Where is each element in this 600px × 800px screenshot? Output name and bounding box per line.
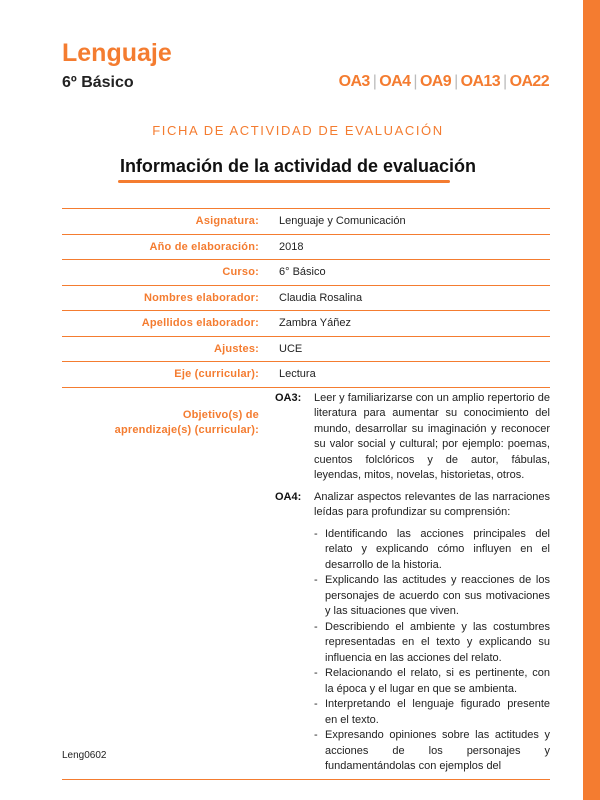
oa-separator: |	[503, 73, 507, 90]
objective-bullet-list	[314, 527, 550, 775]
oa-separator: |	[413, 73, 417, 90]
table-row	[62, 311, 550, 337]
row-label: Ajustes:	[62, 336, 259, 362]
row-label: Eje (curricular):	[62, 362, 259, 388]
row-value: Claudia Rosalina	[259, 285, 550, 311]
side-accent-bar	[583, 0, 600, 800]
title-underline	[118, 180, 450, 183]
row-value: Zambra Yáñez	[259, 311, 550, 337]
list-item: - Relacionando el relato, si es pertinente, con la época y el lugar en que se ambienta.	[314, 667, 550, 695]
subject-title: Lenguaje	[62, 39, 172, 67]
row-value: Lenguaje y Comunicación	[259, 209, 550, 235]
list-item: - Describiendo el ambiente y las costumbres representadas en el texto y explicando su influencia en las acciones del relato.	[314, 620, 550, 664]
row-value: Lectura	[259, 362, 550, 388]
oa-code: OA3	[338, 73, 370, 90]
table-row	[62, 260, 550, 286]
list-item: - Explicando las actitudes y reacciones de los personajes de acuerdo con sus motivaciones y las situaciones que viven.	[314, 574, 550, 617]
table-row	[62, 362, 550, 388]
document-title: Información de la actividad de evaluación	[119, 156, 477, 176]
row-label: Curso:	[62, 260, 259, 286]
document-code: Leng0602	[62, 750, 107, 761]
oa-separator: |	[454, 73, 458, 90]
objectives-content	[259, 387, 550, 779]
row-label: Apellidos elaborador:	[62, 311, 259, 337]
table-row	[62, 336, 550, 362]
objective-text: Leer y familiarizarse con un amplio repertorio de literatura para aumentar su conocimiento del mundo, desarrollar su imaginación y reconocer su valor social y cultural; por ejemplo: poemas, cuentos folclóricos y de autor, fábulas, leyendas, mitos, novelas, historietas, otros.	[314, 391, 550, 481]
table-row	[62, 234, 550, 260]
row-label: Asignatura:	[62, 209, 259, 235]
row-value: UCE	[259, 336, 550, 362]
list-item: - Interpretando el lenguaje figurado presente en el texto.	[314, 698, 550, 726]
oa-separator: |	[372, 73, 377, 90]
objective-code: OA4:	[275, 490, 302, 503]
objective-item	[275, 391, 550, 484]
oa-code: OA13	[460, 73, 501, 90]
oa-code: OA9	[419, 73, 452, 90]
oa-code: OA22	[509, 73, 549, 90]
row-value: 2018	[259, 234, 550, 260]
objective-text: Analizar aspectos relevantes de las narraciones leídas para profundizar su comprensión:	[314, 490, 550, 518]
info-table	[62, 208, 550, 780]
objective-item	[275, 490, 550, 775]
row-label: Nombres elaborador:	[62, 285, 259, 311]
table-row	[62, 285, 550, 311]
row-value: 6° Básico	[259, 260, 550, 286]
row-label: Año de elaboración:	[62, 234, 259, 260]
list-item: - Expresando opiniones sobre las actitudes y acciones de los personajes y fundamentándolas con ejemplos del	[314, 729, 550, 772]
objectives-label: Objetivo(s) de aprendizaje(s) (curricular):	[62, 387, 259, 779]
list-item: - Identificando las acciones principales del relato y explicando cómo influyen en el desarrollo de la historia.	[314, 527, 550, 571]
table-row-objectives	[62, 387, 550, 779]
ficha-label: FICHA DE ACTIVIDAD DE EVALUACIÓN	[152, 123, 444, 138]
oa-code: OA4	[379, 73, 411, 90]
oa-codes-list	[339, 72, 549, 92]
grade-label: 6º Básico	[62, 74, 134, 91]
table-row	[62, 209, 550, 235]
objective-code: OA3:	[275, 391, 302, 404]
